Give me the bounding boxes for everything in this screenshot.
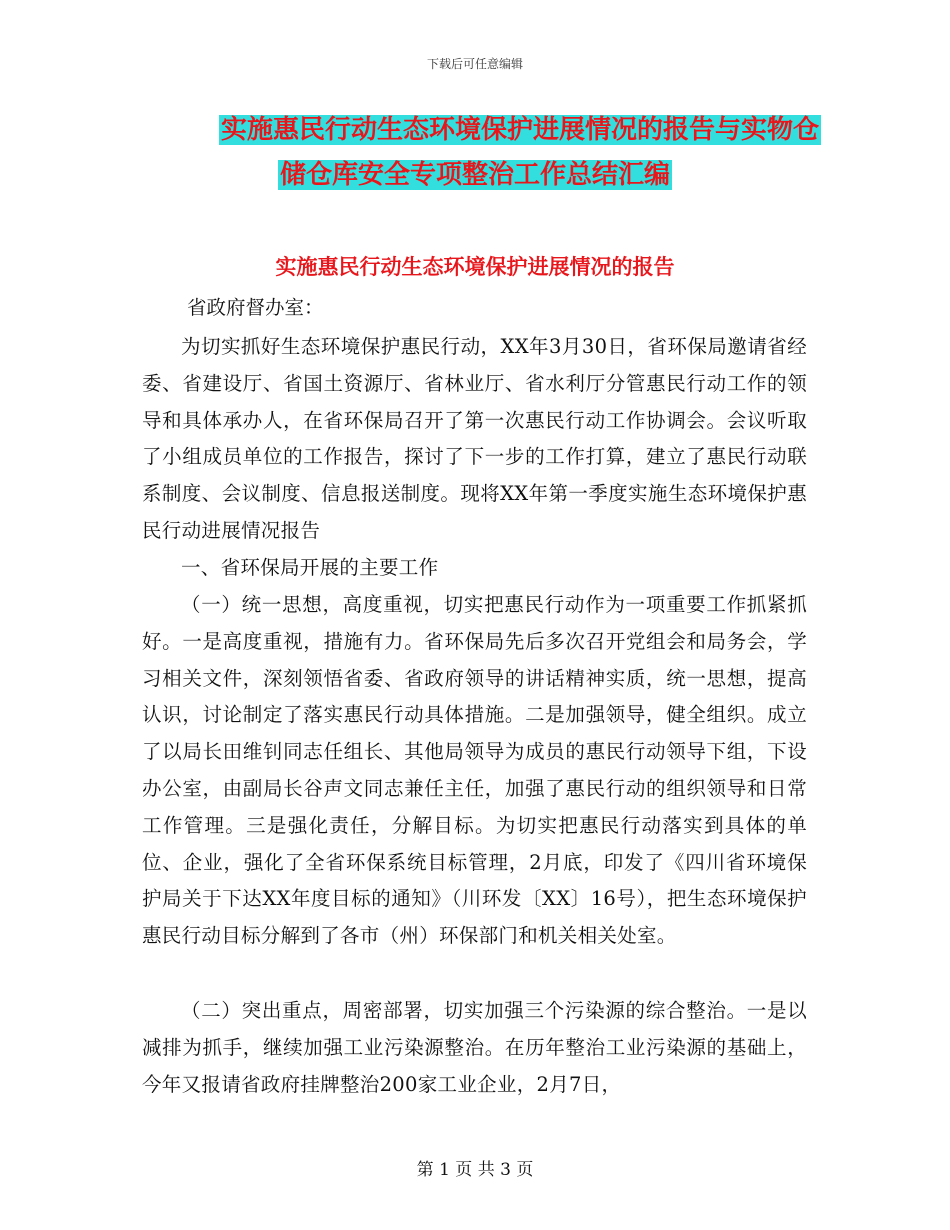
page-header-note: 下载后可任意编辑 <box>426 57 523 71</box>
main-title-line-1 <box>0 113 950 147</box>
main-title-text-1: 实施惠民行动生态环境保护进展情况的报告与实物仓 <box>220 115 819 145</box>
body-paragraph: （二）突出重点，周密部署，切实加强三个污染源的综合整治。一是以减排为抓手，继续加强工业污染源整治。在历年整治工业污染源的基础上，今年又报请省政府挂牌整治200家工业企业，2月7日， <box>142 999 807 1096</box>
body-paragraph-4-block <box>142 993 807 1103</box>
page-footer: 第 1 页 共 3 页 <box>416 1160 534 1180</box>
addressee: 省政府督办室： <box>187 296 324 319</box>
section-heading: 一、省环保局开展的主要工作 <box>181 556 439 579</box>
section-title: 实施惠民行动生态环境保护进展情况的报告 <box>275 254 675 279</box>
main-title-line-2 <box>0 158 950 192</box>
body-paragraph-1-block <box>142 329 807 550</box>
body-paragraph: 为切实抓好生态环境保护惠民行动，XX年3月30日，省环保局邀请省经委、省建设厅、省国土资源厅、省林业厅、省水利厅分管惠民行动工作的领导和具体承办人，在省环保局召开了第一次惠民行动工作协调会。会议听取了小组成员单位的工作报告，探讨了下一步的工作打算，建立了惠民行动联系制度、会议制度、信息报送制度。现将XX年第一季度实施生态环境保护惠民行动进展情况报告 <box>142 335 807 542</box>
body-paragraph-3-block <box>142 587 807 955</box>
main-title-text-2: 储仓库安全专项整治工作总结汇编 <box>279 160 670 190</box>
body-paragraph-2-block <box>142 550 807 587</box>
body-paragraph: （一）统一思想，高度重视，切实把惠民行动作为一项重要工作抓紧抓好。一是高度重视，措施有力。省环保局先后多次召开党组会和局务会，学习相关文件，深刻领悟省委、省政府领导的讲话精神实质，统一思想，提高认识，讨论制定了落实惠民行动具体措施。二是加强领导，健全组织。成立了以局长田维钊同志任组长、其他局领导为成员的惠民行动领导下组，下设办公室，由副局长谷声文同志兼任主任，加强了惠民行动的组织领导和日常工作管理。三是强化责任，分解目标。为切实把惠民行动落实到具体的单位、企业，强化了全省环保系统目标管理，2月底，印发了《四川省环境保护局关于下达XX年度目标的通知》（川环发〔XX〕16号），把生态环境保护惠民行动目标分解到了各市（州）环保部门和机关相关处室。 <box>142 593 807 948</box>
